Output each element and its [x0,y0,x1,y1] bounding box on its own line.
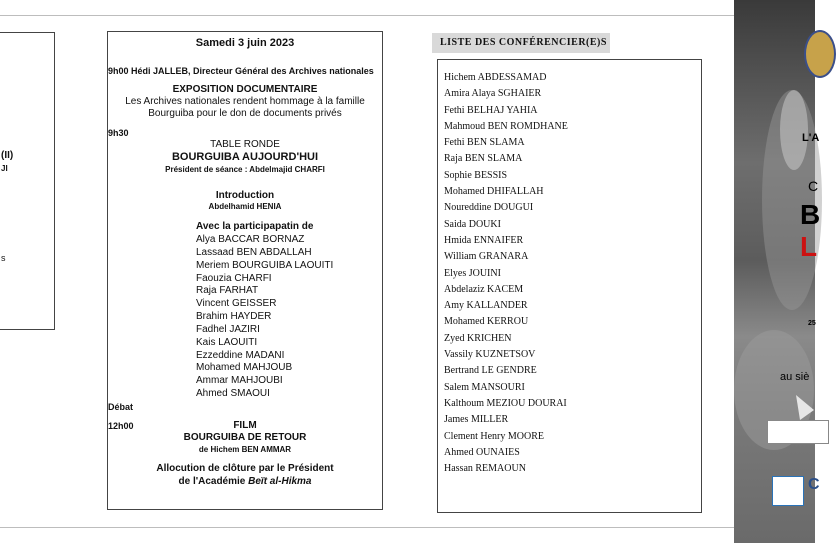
list-item: Raja BEN SLAMA [444,153,523,165]
exhibition-title: EXPOSITION DOCUMENTAIRE [172,84,318,95]
round-table-title: TABLE RONDE [210,139,280,150]
list-item: Kais LAOUITI [196,336,258,348]
round-table-subtitle: BOURGUIBA AUJOURD'HUI [171,151,319,163]
time-film: 12h00 [108,421,134,431]
list-item: Salem MANSOURI [444,381,525,393]
intro-speaker: Abdelhamid HENIA [208,202,282,211]
left-fragment-3: s [1,253,6,263]
film-label: FILM [233,420,257,431]
list-item: Noureddine DOUGUI [444,202,534,214]
list-item: Fethi BEN SLAMA [444,137,525,149]
partner-logo-icon [772,476,804,506]
list-item: Meriem BOURGUIBA LAOUITI [196,259,334,271]
list-item: Vincent GEISSER [196,298,277,310]
speakers-header: LISTE DES CONFÉRENCIER(E)S [432,33,610,53]
round-table-chair: Président de séance : Abdelmajid CHARFI [165,165,325,174]
left-panel [0,32,55,330]
cover-photo-icon [734,0,818,543]
list-item: William GRANARA [444,251,529,263]
list-item: Kalthoum MEZIOU DOURAI [444,397,567,409]
list-item: Faouzia CHARFI [196,272,272,284]
list-item: Vassily KUZNETSOV [444,349,536,361]
list-item: Sophie BESSIS [444,169,508,181]
list-item: Hmida ENNAIFER [444,234,524,246]
program-panel [107,31,383,510]
list-item: Ezzeddine MADANI [196,349,285,361]
list-item: Alya BACCAR BORNAZ [196,234,305,245]
cover-fragment-2: C [808,178,819,194]
list-item: Ahmed OUNAIES [444,446,520,458]
film-director: de Hichem BEN AMMAR [198,445,292,454]
emblem-icon [804,30,836,78]
closing-italic: Beït al-Hikma [248,476,312,487]
list-item: Hichem ABDESSAMAD [444,72,547,83]
cover-fragment-3: B [800,199,821,230]
list-item: Clement Henry MOORE [444,430,544,442]
speaker-list [444,70,568,477]
list-item: Saida DOUKI [444,218,501,230]
list-item: James MILLER [444,414,509,426]
list-item: Ammar MAHJOUBI [196,375,283,387]
list-item: Fadhel JAZIRI [196,323,260,335]
debate-label: Débat [108,402,134,412]
list-item: Brahim HAYDER [196,311,272,323]
list-item: Mohamed MAHJOUB [196,362,293,374]
list-item: Amira Alaya SGHAIER [444,88,542,100]
cover-fragment-5: 25 [808,320,816,327]
film-title: BOURGUIBA DE RETOUR [183,432,307,443]
closing-line-2: de l'Académie Beït al-Hikma [178,476,312,487]
program-date: Samedi 3 juin 2023 [195,37,295,49]
speakers-panel [437,59,702,513]
cover-input-box [767,420,829,444]
exhibition-line-1: Les Archives nationales rendent hommage à la famille [125,96,365,107]
participant-list [196,234,333,401]
closing-line-1: Allocution de clôture par le Président [156,463,334,474]
list-item: Zyed KRICHEN [444,332,512,344]
time-round-table: 9h30 [108,128,129,138]
participation-title: Avec la participapatin de [196,221,314,232]
list-item: Mohamed KERROU [444,316,529,328]
list-item: Hassan REMAOUN [444,463,526,475]
list-item: Mahmoud BEN ROMDHANE [444,120,568,132]
cover-fragment-7: C [808,476,820,493]
list-item: Elyes JOUINI [444,267,501,279]
list-item: Abdelaziz KACEM [444,283,524,295]
fold-line-top [0,15,815,16]
left-fragment-2: JI [1,164,8,173]
list-item: Amy KALLANDER [444,300,528,312]
cover-fragment-4: L [800,231,818,262]
intro-title: Introduction [215,190,275,201]
list-item: Raja FARHAT [196,285,259,297]
cover-panel [734,0,821,543]
list-item: Ahmed SMAOUI [196,388,270,400]
exhibition-line-2: Bourguiba pour le don de documents privés [148,108,342,119]
cover-fragment-6: au siè [780,371,810,383]
list-item: Fethi BELHAJ YAHIA [444,104,538,116]
opening-speech: 9h00 Hédi JALLEB, Directeur Général des Archives nationales [108,66,374,76]
cover-fragment-1: L'A [802,132,820,144]
fold-line-bottom [0,527,815,528]
list-item: Lassaad BEN ABDALLAH [196,246,312,258]
left-fragment-1: (II) [1,150,14,161]
list-item: Bertrand LE GENDRE [444,365,537,377]
list-item: Mohamed DHIFALLAH [444,186,544,198]
